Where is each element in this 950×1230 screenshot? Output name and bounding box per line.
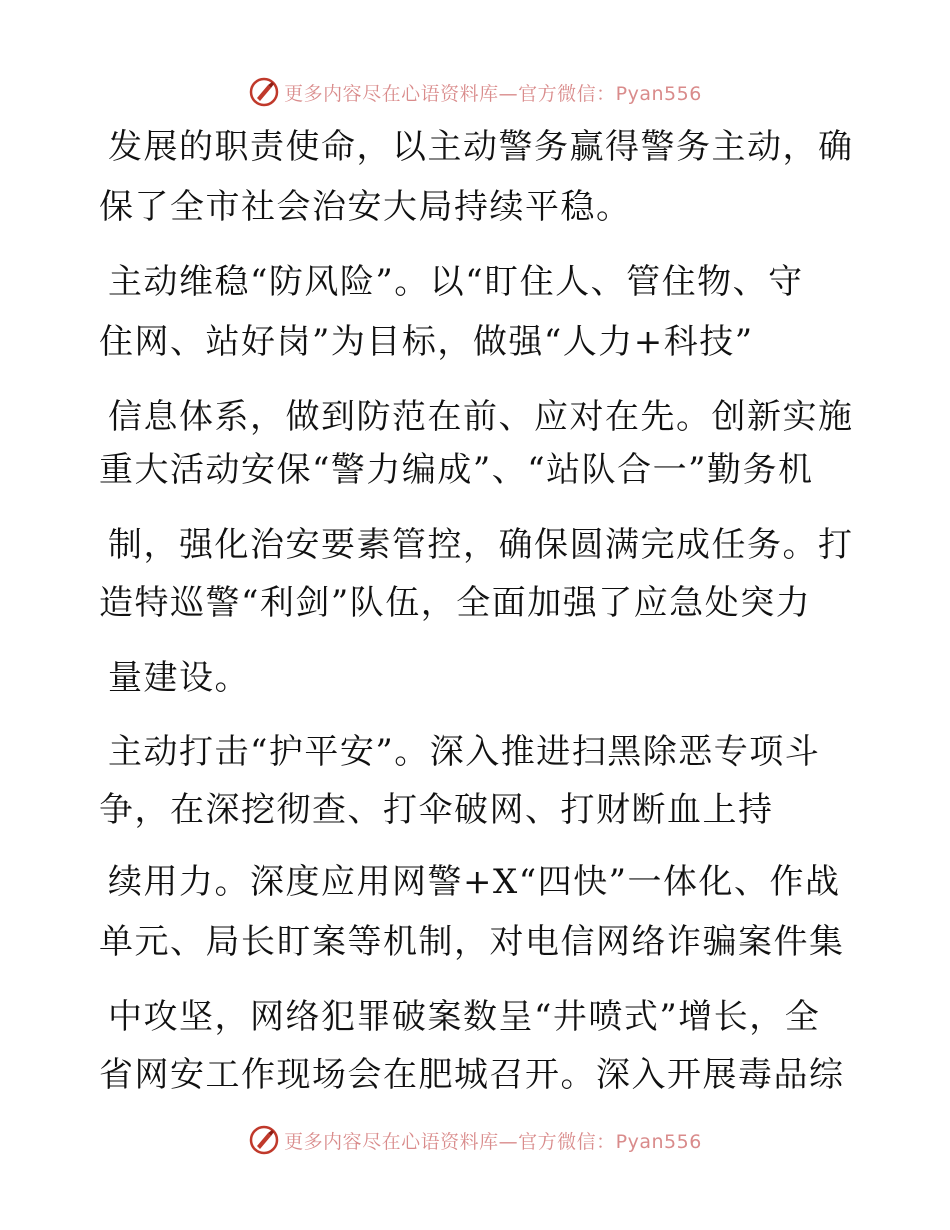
body-line: 住网、站好岗”为目标，做强“人力+科技” (99, 322, 754, 362)
body-line: 发展的职责使命，以主动警务赢得警务主动，确 (108, 127, 854, 167)
body-line: 重大活动安保“警力编成”、“站队合一”勤务机 (99, 450, 814, 490)
body-line: 主动维稳“防风险”。以“盯住人、管住物、守 (108, 262, 804, 302)
watermark-text: 更多内容尽在心语资料库—官方微信：Pyan556 (284, 82, 702, 105)
watermark-text: 更多内容尽在心语资料库—官方微信：Pyan556 (284, 1130, 702, 1153)
body-line: 中攻坚，网络犯罪破案数呈“井喷式”增长，全 (108, 997, 821, 1037)
body-line: 主动打击“护平安”。深入推进扫黑除恶专项斗 (108, 732, 821, 772)
body-line: 量建设。 (108, 658, 250, 698)
body-line: 争，在深挖彻查、打伞破网、打财断血上持 (99, 790, 774, 830)
header-watermark (0, 72, 950, 112)
body-line: 制，强化治安要素管控，确保圆满完成任务。打 (108, 525, 854, 565)
body-line: 省网安工作现场会在肥城召开。深入开展毒品综 (99, 1055, 845, 1095)
body-line: 造特巡警“利剑”队伍，全面加强了应急处突力 (99, 583, 812, 623)
body-line: 续用力。深度应用网警+X“四快”一体化、作战 (108, 862, 841, 902)
body-line: 单元、局长盯案等机制，对电信网络诈骗案件集 (99, 922, 845, 962)
body-line: 保了全市社会治安大局持续平稳。 (99, 187, 632, 227)
logo-icon (248, 1124, 280, 1156)
body-line: 信息体系，做到防范在前、应对在先。创新实施 (108, 397, 854, 437)
footer-watermark (0, 1120, 950, 1160)
logo-icon (248, 76, 280, 108)
